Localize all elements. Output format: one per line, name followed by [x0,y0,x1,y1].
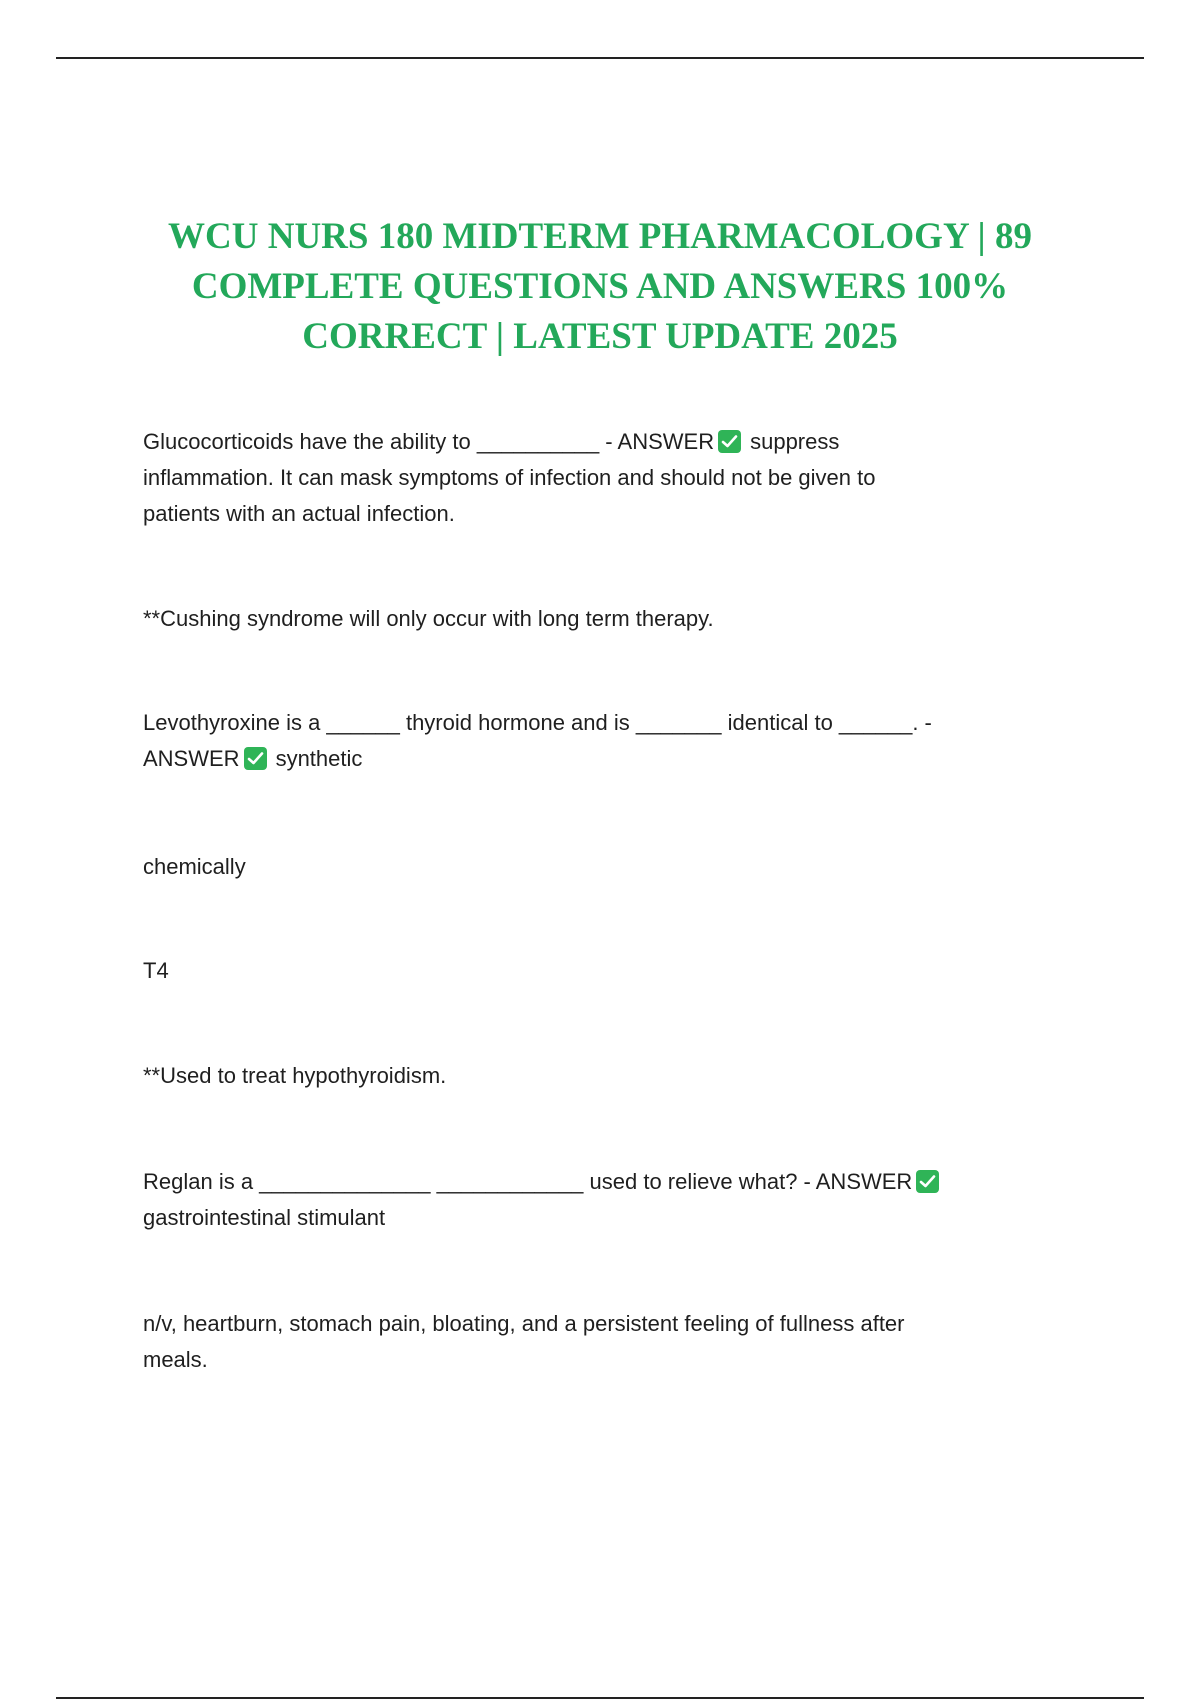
document-title [100,212,1100,362]
checkmark-icon [916,1170,939,1193]
top-divider [56,57,1144,59]
answer-line: inflammation. It can mask symptoms of infection and should not be given to [143,465,876,490]
answer-t4: T4 [143,958,169,983]
title-line-1: WCU NURS 180 MIDTERM PHARMACOLOGY | 89 [168,216,1032,257]
checkmark-icon [244,747,267,770]
title-line-3: CORRECT | LATEST UPDATE 2025 [302,316,898,357]
note-hypothyroidism: **Used to treat hypothyroidism. [143,1063,447,1088]
title-line-2: COMPLETE QUESTIONS AND ANSWERS 100% [191,266,1009,307]
note-cushing: **Cushing syndrome will only occur with long term therapy. [143,606,714,631]
question-levothyroxine [143,705,1063,777]
checkmark-icon [718,430,741,453]
answer-line: gastrointestinal stimulant [143,1205,386,1230]
question-line: Glucocorticoids have the ability to __________ - ANSWER suppress [143,429,840,454]
question-glucocorticoids [143,424,1063,532]
question-line: Reglan is a ______________ ____________ used to relieve what? - ANSWER [143,1164,1063,1200]
question-reglan [143,1164,1063,1236]
bottom-divider [56,1697,1144,1699]
answer-line: ANSWER synthetic [143,746,363,771]
question-line: Levothyroxine is a ______ thyroid hormone and is _______ identical to ______. - [143,710,932,735]
answer-line: patients with an actual infection. [143,501,455,526]
answer-reglan-symptoms: n/v, heartburn, stomach pain, bloating, and a persistent feeling of fullness after meals. [143,1311,905,1372]
answer-chemically: chemically [143,854,246,879]
